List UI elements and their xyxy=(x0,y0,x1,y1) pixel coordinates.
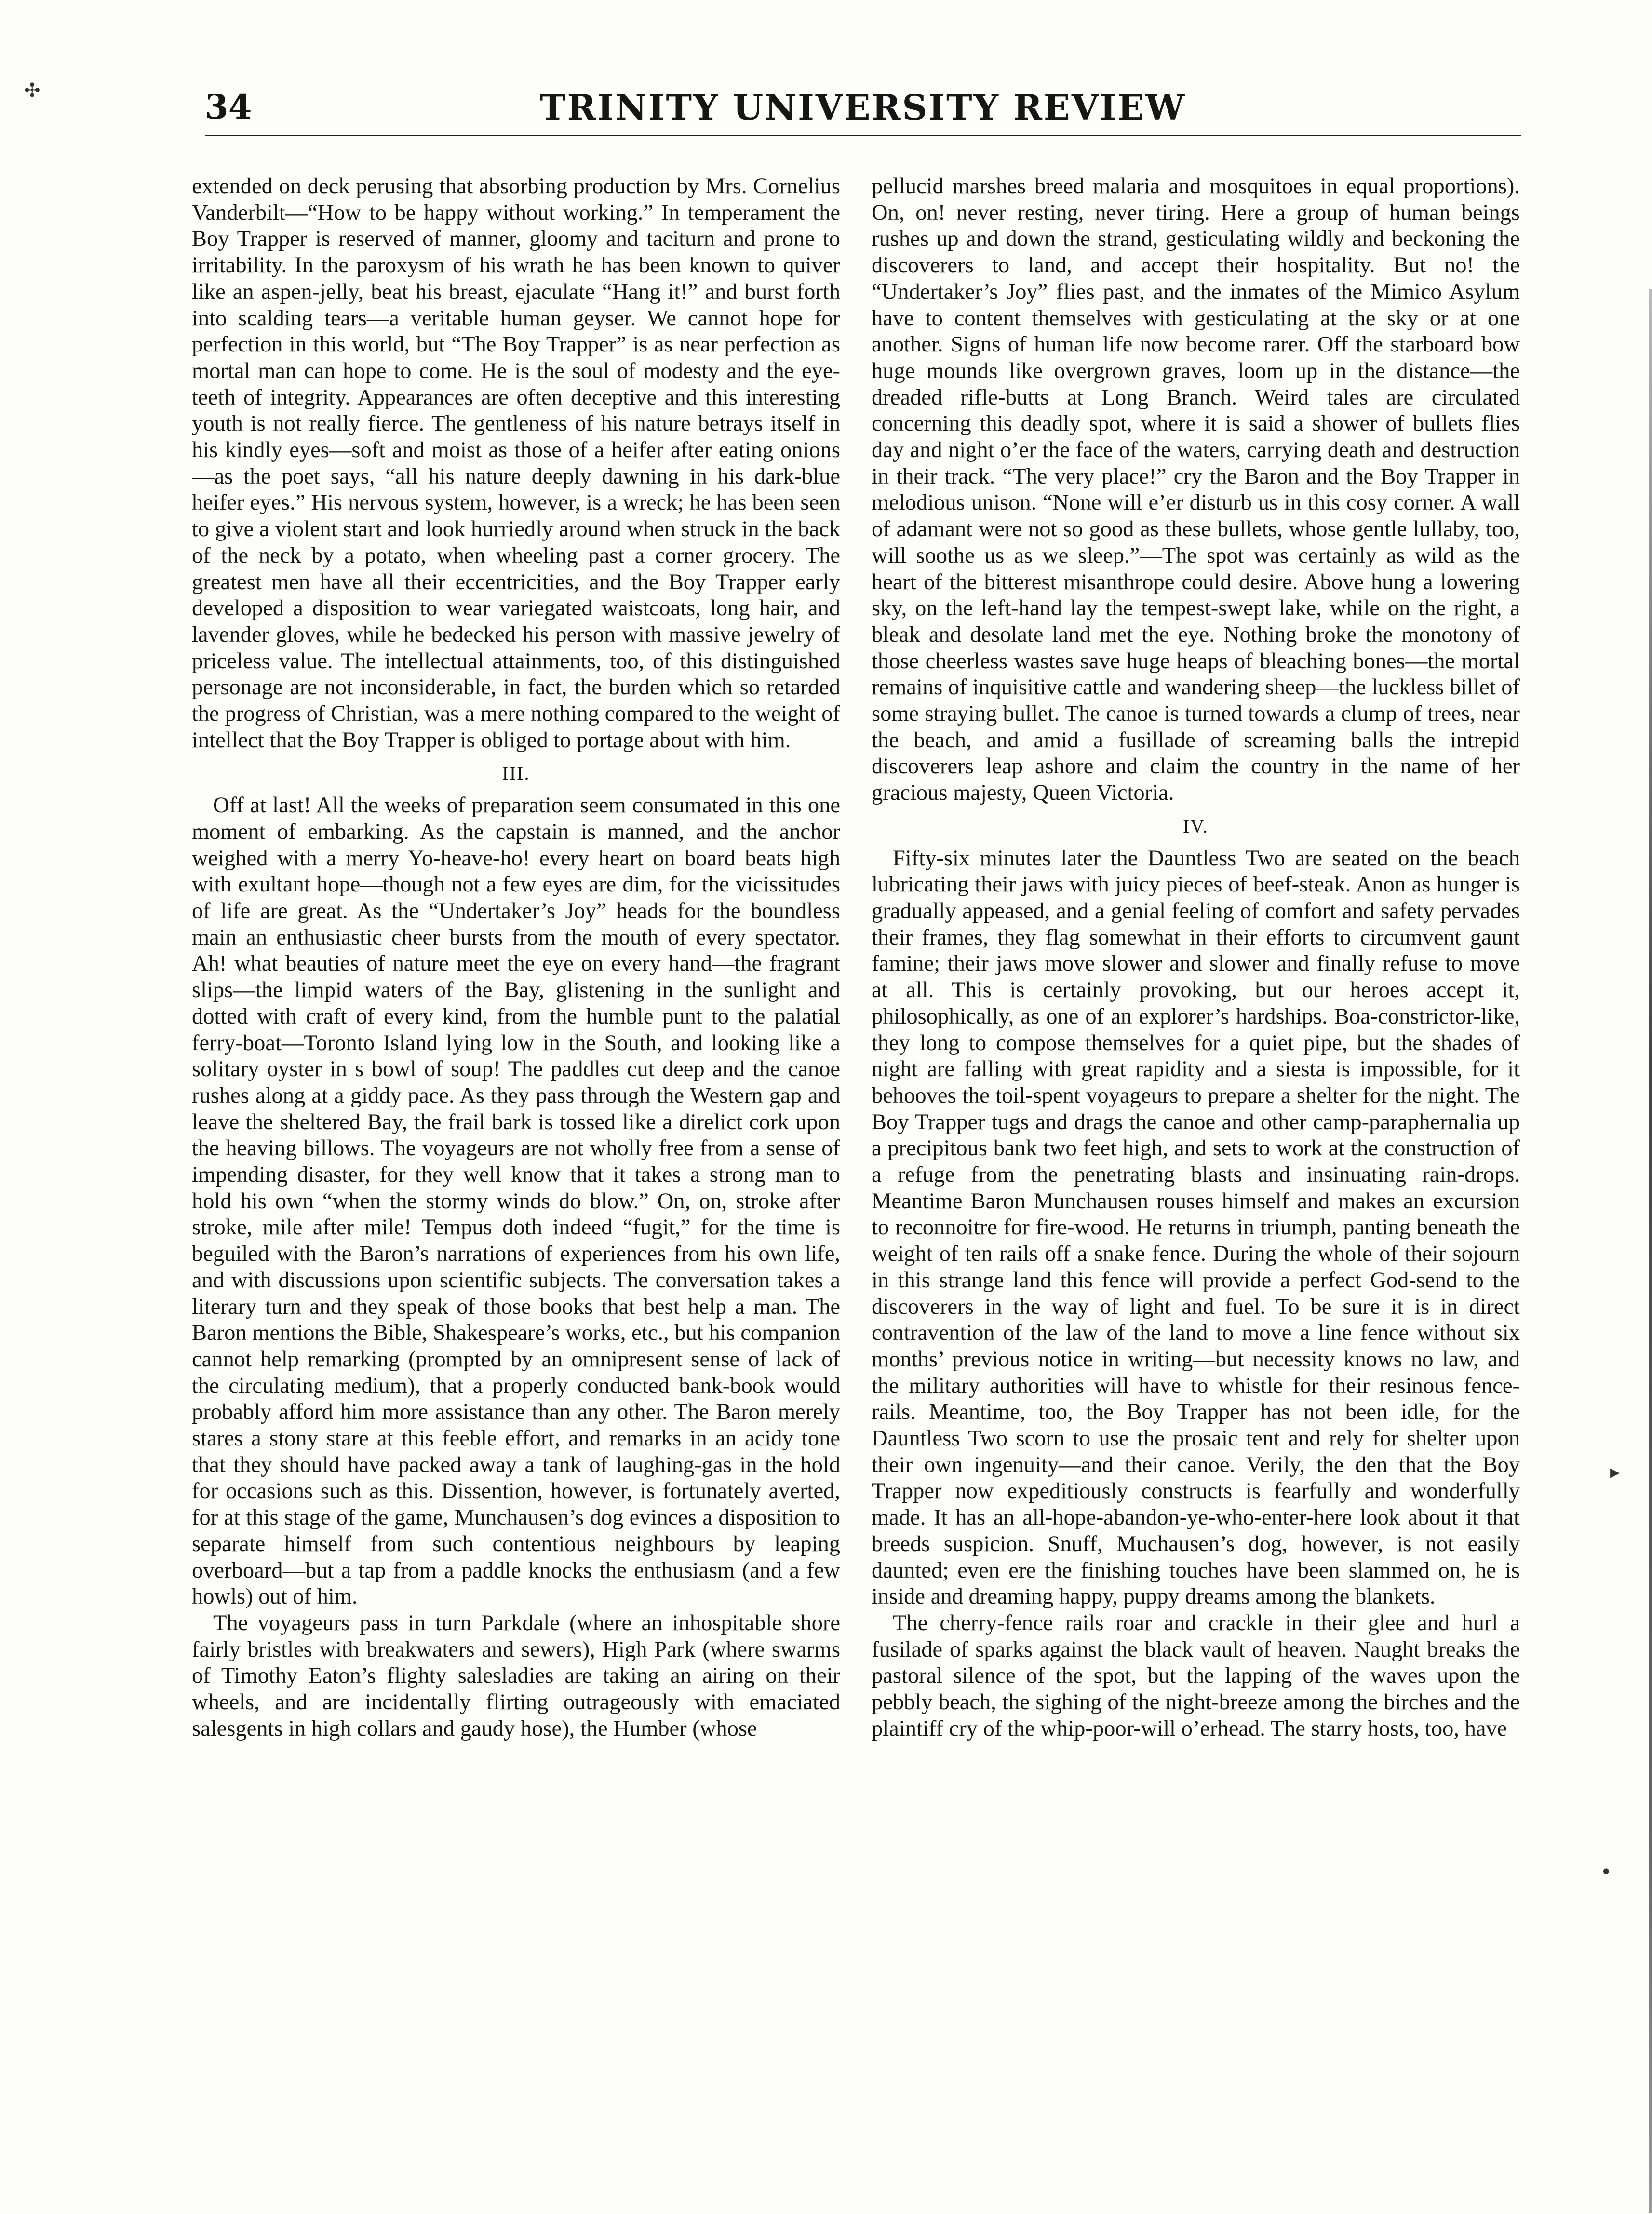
section-heading-iv: IV. xyxy=(1182,815,1209,837)
page-header xyxy=(205,77,1521,140)
page-edge-shadow xyxy=(1649,289,1652,2213)
page-number: 34 xyxy=(205,87,252,127)
margin-mark-icon: • xyxy=(1600,1861,1612,1883)
paragraph: The cherry-fence rails roar and crackle in their glee and hurl a fusilade of sparks against the black vault of heaven. Naught breaks the pastoral silence of the spot, but the lapping of the waves upon the pebbly beach, the sighing of the night-breeze among the birches and the plaintiff cry of the whip-poor-will o’erhead. The starry hosts, too, have xyxy=(872,1610,1520,1741)
right-column xyxy=(872,174,1520,2160)
paragraph: pellucid marshes breed malaria and mosquitoes in equal proportions). On, on! never resting, never tiring. Here a group of human beings rushes up and down the strand, gesticulating wildly and beckoning the discoverers to land, and accept their hospitality. But no! the “Undertaker’s Joy” flies past, and the inmates of the Mimico Asylum have to content themselves with gesticulating at the sky or at one another. Signs of human life now become rarer. Off the starboard bow huge mounds like overgrown graves, loom up in the distance—the dreaded rifle-butts at Long Branch. Weird tales are circulated concerning this deadly spot, where it is said a shower of bullets flies day and night o’er the face of the waters, carrying death and destruction in their track. “The very place!” cry the Baron and the Boy Trapper in melodious unison. “None will e’er disturb us in this cosy corner. A wall of adamant were not so good as these bullets, whose gentle lullaby, too, will soothe us as we sleep.”—The spot was certainly as wild as the heart of the bitterest misanthrope could desire. Above hung a lowering sky, on the left-hand lay the tempest-swept lake, while on the right, a bleak and desolate land met the eye. Nothing broke the monotony of those cheerless wastes save huge heaps of bleaching bones—the mortal remains of inquisitive cattle and wandering sheep—the luckless billet of some straying bullet. The canoe is turned towards a clump of trees, near the beach, and amid a fusillade of screaming balls the intrepid discoverers leap ashore and claim the country in the name of her gracious majesty, Queen Victoria. xyxy=(872,174,1520,806)
margin-mark-icon: ▸ xyxy=(1610,1461,1620,1483)
section-heading-iii: III. xyxy=(502,762,530,784)
margin-mark-icon: ✣ xyxy=(24,80,40,102)
paragraph: The voyageurs pass in turn Parkdale (where an inhospitable shore fairly bristles with breakwaters and sewers), High Park (where swarms of Timothy Eaton’s flighty salesladies are taking an airing on their wheels, and are incidentally flirting outrageously with emaciated salesgents in high collars and gaudy hose), the Humber (whose xyxy=(192,1610,840,1741)
header-rule xyxy=(205,135,1521,136)
paragraph: Off at last! All the weeks of preparation seem consumated in this one moment of embarking. As the capstain is manned, and the anchor weighed with a merry Yo-heave-ho! every heart on board beats high with exultant hope—though not a few eyes are dim, for the vicissitudes of life are great. As the “Undertaker’s Joy” heads for the boundless main an enthusiastic cheer bursts from the mouth of every spectator. Ah! what beauties of nature meet the eye on every hand—the fragrant slips—the limpid waters of the Bay, glistening in the sunlight and dotted with craft of every kind, from the humble punt to the palatial ferry-boat—Toronto Island lying low in the South, and looking like a solitary oyster in s bowl of soup! The paddles cut deep and the canoe rushes along at a giddy pace. As they pass through the Western gap and leave the sheltered Bay, the frail bark is tossed like a direlict cork upon the heaving billows. The voyageurs are not wholly free from a sense of impending disaster, for they well know that it takes a strong man to hold his own “when the stormy winds do blow.” On, on, stroke after stroke, mile after mile! Tempus doth indeed “fugit,” for the time is beguiled with the Baron’s narrations of experiences from his own life, and with discussions upon scientific subjects. The conversation takes a literary turn and they speak of those books that best help a man. The Baron mentions the Bible, Shakespeare’s works, etc., but his companion cannot help remarking (prompted by an omnipresent sense of lack of the circulating medium), that a properly conducted bank-book would probably afford him more assistance than any other. The Baron merely stares a stony stare at this feeble effort, and remarks in an acidy tone that they should have packed away a tank of laughing-gas in the hold for occasions such as this. Dissention, however, is fortunately averted, for at this stage of the game, Munchausen’s dog evinces a disposition to separate himself from such contentious neighbours by leaping overboard—but a tap from a paddle knocks the enthusiasm (and a few howls) out of him. xyxy=(192,793,840,1609)
journal-title: TRINITY UNIVERSITY REVIEW xyxy=(539,87,1186,128)
paragraph: Fifty-six minutes later the Dauntless Two are seated on the beach lubricating their jaws with juicy pieces of beef-steak. Anon as hunger is gradually appeased, and a genial feeling of comfort and safety pervades their frames, they flag somewhat in their efforts to circumvent gaunt famine; their jaws move slower and slower and finally refuse to move at all. This is certainly provoking, but our heroes accept it, philosophically, as one of an explorer’s hardships. Boa-constrictor-like, they long to compose themselves for a quiet pipe, but the shades of night are falling with great rapidity and a siesta is impossible, for it behooves the toil-spent voyageurs to prepare a shelter for the night. The Boy Trapper tugs and drags the canoe and other camp-paraphernalia up a precipitous bank two feet high, and sets to work at the construction of a refuge from the penetrating blasts and insinuating rain-drops. Meantime Baron Munchausen rouses himself and makes an excursion to reconnoitre for fire-wood. He returns in triumph, panting beneath the weight of ten rails off a snake fence. During the whole of their sojourn in this strange land this fence will provide a perfect God-send to the discoverers in the way of light and fuel. To be sure it is in direct contravention of the law of the land to move a line fence without six months’ previous notice in writing—but necessity knows no law, and the military authorities will have to whistle for their resinous fence-rails. Meantime, too, the Boy Trapper has not been idle, for the Dauntless Two scorn to use the prosaic tent and rely for shelter upon their own ingenuity—and their canoe. Verily, the den that the Boy Trapper now expeditiously constructs is fearfully and wonderfully made. It has an all-hope-abandon-ye-who-enter-here look about it that breeds suspicion. Snuff, Muchausen’s dog, however, is not easily daunted; even ere the finishing touches have been slammed on, he is inside and dreaming happy, puppy dreams among the blankets. xyxy=(872,846,1520,1609)
paragraph: extended on deck perusing that absorbing production by Mrs. Cornelius Vanderbilt—“How to be happy without working.” In temperament the Boy Trapper is reserved of manner, gloomy and taciturn and prone to irritability. In the paroxysm of his wrath he has been known to quiver like an aspen-jelly, beat his breast, ejaculate “Hang it!” and burst forth into scalding tears—a veritable human geyser. We cannot hope for perfection in this world, but “The Boy Trapper” is as near perfection as mortal man can hope to come. He is the soul of modesty and the eye-teeth of integrity. Appearances are often deceptive and this interesting youth is not really fierce. The gentleness of his nature betrays itself in his kindly eyes—soft and moist as those of a heifer after eating onions—as the poet says, “all his nature deeply dawning in his dark-blue heifer eyes.” His nervous system, however, is a wreck; he has been seen to give a violent start and look hurriedly around when struck in the back of the neck by a potato, when wheeling past a corner grocery. The greatest men have all their eccentricities, and the Boy Trapper early developed a disposition to wear variegated waistcoats, long hair, and lavender gloves, while he bedecked his person with massive jewelry of priceless value. The intellectual attainments, too, of this distinguished personage are not inconsiderable, in fact, the burden which so retarded the progress of Christian, was a mere nothing compared to the weight of intellect that the Boy Trapper is obliged to portage about with him. xyxy=(192,174,840,753)
left-column xyxy=(192,174,840,2160)
